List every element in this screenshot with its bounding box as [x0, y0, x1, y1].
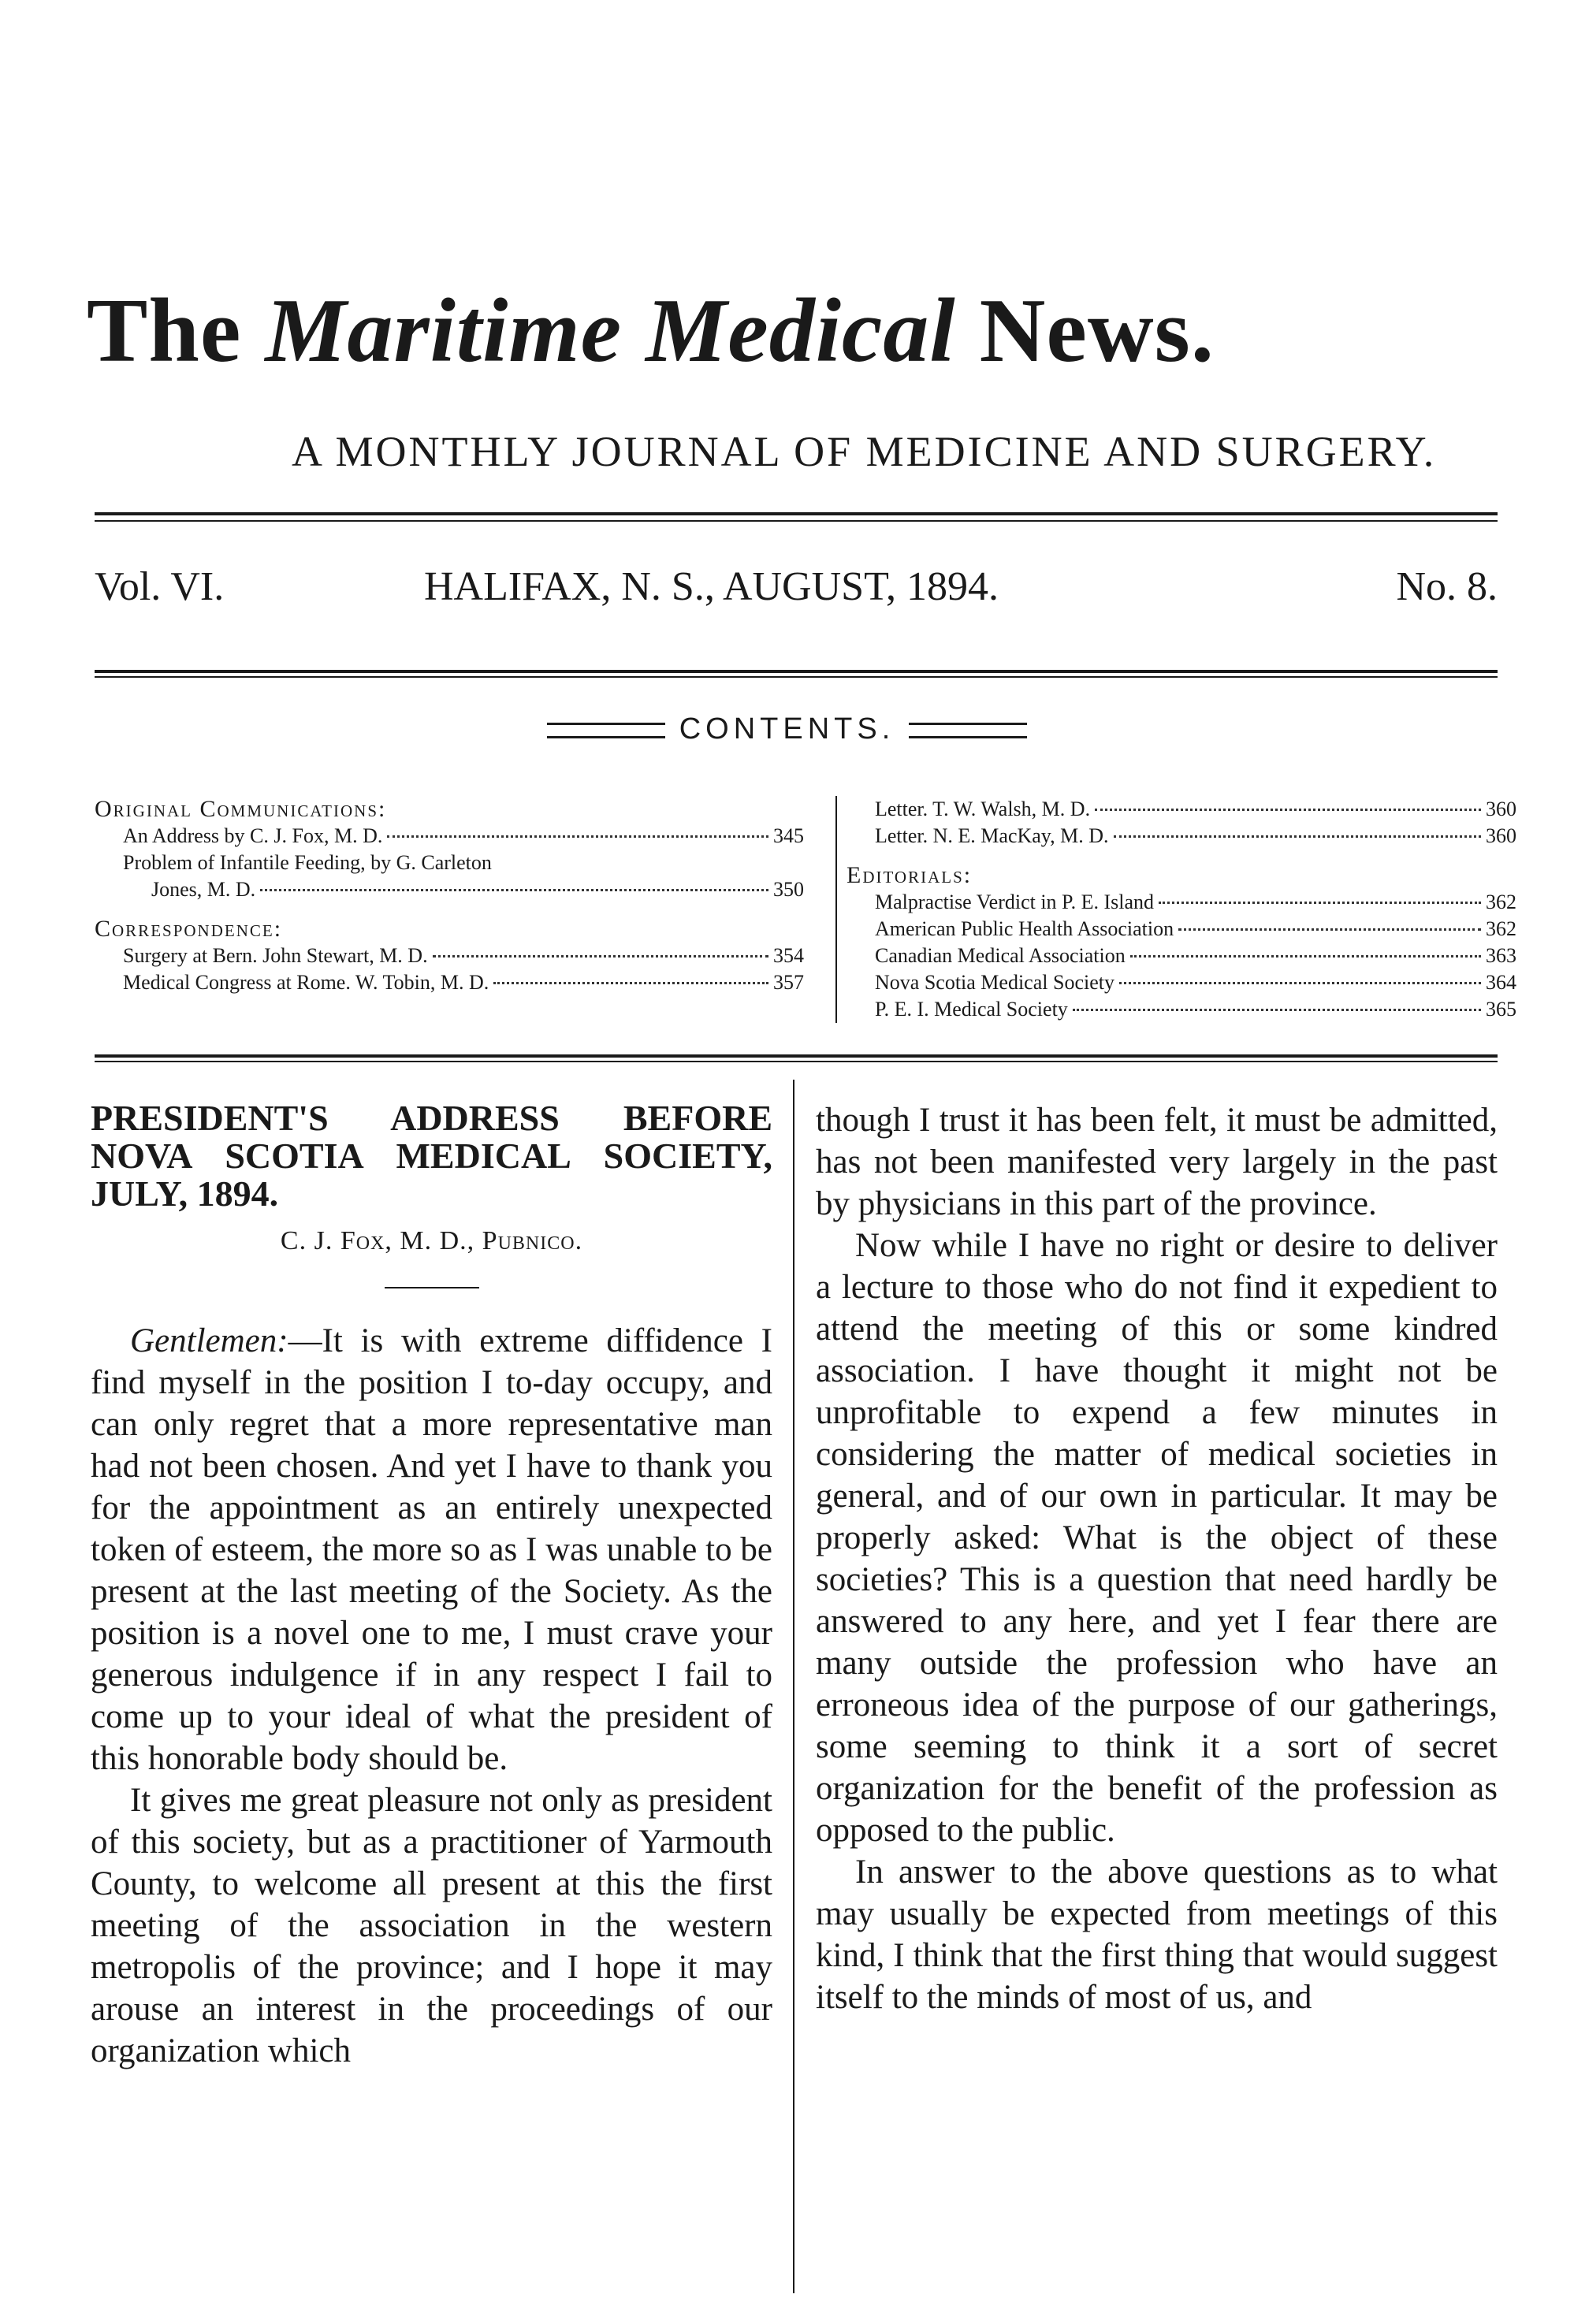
contents-entry: [847, 969, 1516, 996]
contents-page-number: 354: [773, 944, 804, 967]
salutation: Gentlemen:: [130, 1322, 288, 1359]
contents-entry-title: Problem of Infantile Feeding, by G. Carleton: [123, 851, 492, 874]
ornament-rule: [547, 723, 665, 738]
contents-entry-title: P. E. I. Medical Society: [875, 998, 1068, 1021]
contents-page-number: 362: [1486, 891, 1516, 913]
contents-entry: [847, 823, 1516, 850]
masthead-title-part: News.: [955, 281, 1215, 381]
contents-entry-title: An Address by C. J. Fox, M. D.: [123, 824, 383, 847]
contents-entry: [847, 916, 1516, 943]
contents-page-number: 357: [773, 971, 804, 994]
contents-entry-title: Letter. T. W. Walsh, M. D.: [875, 798, 1091, 820]
article-paragraph: Now while I have no right or desire to deliver a lecture to those who do not find it expedient to attend the meeting of this or some kindred association. I have thought it might not be unprofitable to expend a few minutes in considering the matter of medical societies in general, and of our own in particular. It may be properly asked: What is the object of these societies? This is a question that need hardly be answered to any here, and yet I fear there are many outside the profession who have an erroneous idea of the purpose of our gatherings, some seeming to think it a sort of secret organization for the benefit of the profession as opposed to the public.: [816, 1227, 1498, 1849]
paragraph-text: —It is with extreme diffidence I find myself in the position I to-day occupy, and can only regret that a more representative man had not been chosen. And yet I have to thank you for the appointment as an entirely unexpected token of esteem, the more so as I was unable to be present at the last meeting of the Society. As the position is a novel one to me, I must crave your generous indulgence if in any respect I fail to come up to your ideal of what the president of this honorable body should be.: [91, 1322, 772, 1777]
contents-section-heading: Original Communications:: [95, 796, 387, 822]
article-paragraph: In answer to the above questions as to what may usually be expected from meetings of this kind, I think that the first thing that would suggest itself to the minds of most of us, and: [816, 1854, 1498, 2016]
contents-page-number: 364: [1486, 971, 1516, 994]
contents-entry-title: Canadian Medical Association: [875, 944, 1126, 967]
contents-rule-thick: [95, 1054, 1498, 1058]
dateline-rule-thin: [95, 676, 1498, 678]
contents-heading-text: CONTENTS.: [679, 712, 895, 746]
contents-page-number: 362: [1486, 917, 1516, 940]
leader-dots: [1114, 835, 1481, 838]
contents-entry-title: Medical Congress at Rome. W. Tobin, M. D.: [123, 971, 489, 994]
top-rule-thick: [95, 512, 1498, 515]
contents-page-number: 365: [1486, 998, 1516, 1021]
leader-dots: [1178, 928, 1481, 931]
article-title: PRESIDENT'S ADDRESS BEFORE NOVA SCOTIA MEDICAL SOCIETY, JULY, 1894.: [91, 1098, 772, 1214]
leader-dots: [1119, 982, 1481, 984]
article-right-column: [816, 1099, 1498, 2018]
contents-rule-thin: [95, 1061, 1498, 1062]
contents-entry: [847, 796, 1516, 823]
contents-page-number: 363: [1486, 944, 1516, 967]
dateline-rule-thick: [95, 670, 1498, 673]
issue-number: No. 8.: [1396, 564, 1498, 609]
contents-entry: [95, 969, 804, 996]
place-and-date: HALIFAX, N. S., AUGUST, 1894.: [424, 564, 999, 609]
contents-page-number: 350: [773, 878, 804, 901]
leader-dots: [387, 835, 768, 838]
leader-dots: [1095, 809, 1481, 811]
contents-entry: [95, 823, 804, 850]
contents-page-number: 360: [1486, 798, 1516, 820]
byline-rule: [385, 1287, 479, 1288]
ornament-rule: [909, 723, 1027, 738]
leader-dots: [1073, 1009, 1481, 1011]
contents-entry-title: Letter. N. E. MacKay, M. D.: [875, 824, 1109, 847]
article-paragraph: It gives me great pleasure not only as president of this society, but as a practitioner of Yarmouth County, to welcome all present at this the first meeting of the association in the western metropolis of the province; and I hope it may arouse an interest in the proceedings of our organization which: [91, 1782, 772, 2069]
leader-dots: [1130, 955, 1481, 957]
contents-entry-title: American Public Health Association: [875, 917, 1174, 940]
masthead-title-part: [622, 281, 646, 381]
contents-entry-continuation: [95, 876, 804, 903]
contents-entry-title-cont: Jones, M. D.: [151, 878, 256, 901]
contents-entry-title: Surgery at Bern. John Stewart, M. D.: [123, 944, 428, 967]
masthead-title-italic: Medical: [646, 281, 956, 381]
contents-entry: [847, 996, 1516, 1023]
leader-dots: [1159, 902, 1481, 904]
contents-entry: [95, 850, 804, 876]
contents-entry: [847, 943, 1516, 969]
top-rule-thin: [95, 520, 1498, 522]
contents-right-column: [835, 796, 1516, 1023]
contents-heading: [0, 709, 1574, 749]
contents-entry: [847, 889, 1516, 916]
column-divider: [793, 1080, 794, 2293]
contents-entry-title: Nova Scotia Medical Society: [875, 971, 1114, 994]
volume-number: Vol. VI.: [95, 564, 225, 609]
article-byline: C. J. Fox, M. D., Pubnico.: [280, 1226, 583, 1255]
article-paragraph: [91, 1320, 772, 1779]
masthead-title-italic: Maritime: [265, 281, 623, 381]
leader-dots: [260, 889, 768, 891]
contents-section-heading: Editorials:: [847, 862, 973, 888]
article-paragraph: though I trust it has been felt, it must be admitted, has not been manifested very largely in the past by physicians in this part of the province.: [816, 1102, 1498, 1222]
contents-section-heading: Correspondence:: [95, 916, 283, 942]
contents-page-number: 345: [773, 824, 804, 847]
masthead-title: [87, 276, 1505, 386]
contents-left-column: [95, 796, 804, 996]
masthead-title-part: The: [87, 281, 266, 381]
contents-page-number: 360: [1486, 824, 1516, 847]
dateline: [95, 560, 1498, 615]
contents-entry: [95, 943, 804, 969]
masthead-subtitle: A MONTHLY JOURNAL OF MEDICINE AND SURGERY.: [292, 428, 1437, 475]
leader-dots: [493, 982, 768, 984]
article-left-column: [91, 1099, 772, 2072]
leader-dots: [433, 955, 768, 957]
contents-entry-title: Malpractise Verdict in P. E. Island: [875, 891, 1155, 913]
